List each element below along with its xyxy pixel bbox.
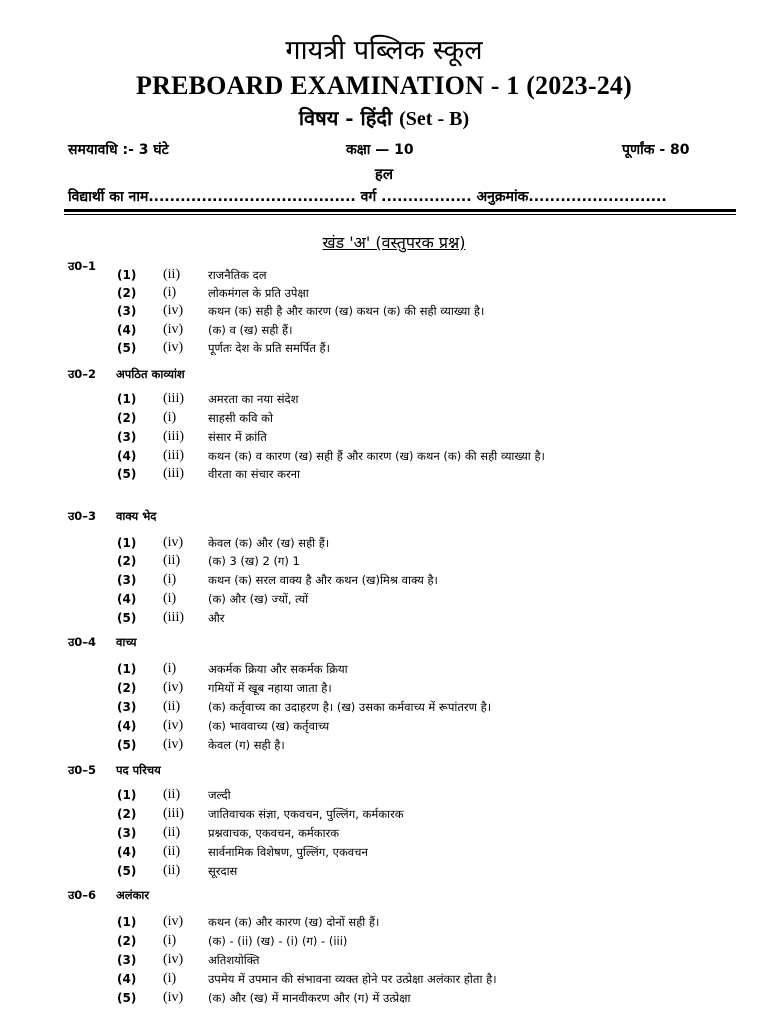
- answer-text: संसार में क्रांति: [208, 430, 267, 444]
- answer-option: (ii): [163, 787, 181, 802]
- answer-item-number: (1): [117, 268, 137, 282]
- answer-text: सार्वनामिक विशेषण, पुल्लिंग, एकवचन: [208, 845, 368, 859]
- duration: समयावधि :- 3 घंटे: [68, 142, 169, 158]
- answer-text: (क) व (ख) सही हैं।: [208, 323, 293, 337]
- answer-text: (क) कर्तृवाच्य का उदाहरण है। (ख) उसका कर्मवाच्य में रूपांतरण है।: [208, 700, 492, 714]
- answer-item-number: (2): [117, 934, 137, 948]
- question-number: उ0–4: [68, 635, 97, 649]
- answer-text: कथन (क) और कारण (ख) दोनों सही हैं।: [208, 915, 380, 929]
- answer-text: केवल (ग) सही है।: [208, 738, 285, 752]
- answer-option: (ii): [163, 267, 181, 282]
- answer-item-number: (2): [117, 286, 137, 300]
- answer-text: (क) 3 (ख) 2 (ग) 1: [208, 554, 300, 568]
- subject-line: [0, 104, 768, 133]
- answer-text: गमियों में खूब नहाया जाता है।: [208, 681, 332, 695]
- answer-text: राजनैतिक दल: [208, 268, 267, 282]
- answer-text: सूरदास: [208, 864, 238, 878]
- solution-heading: हल: [374, 165, 394, 183]
- answer-option: (i): [163, 933, 177, 948]
- answer-text: जल्दी: [208, 788, 231, 802]
- answer-option: (iii): [163, 391, 184, 406]
- answer-item-number: (2): [117, 411, 137, 425]
- answer-option: (ii): [163, 844, 181, 859]
- answer-item-number: (1): [117, 536, 137, 550]
- question-title: अलंकार: [116, 888, 150, 902]
- answer-item-number: (3): [117, 826, 137, 840]
- answer-text: और: [208, 611, 225, 625]
- question-heading: [68, 366, 185, 382]
- answer-text: अतिशयोक्ति: [208, 953, 260, 967]
- answer-item-number: (3): [117, 430, 137, 444]
- answer-option: (iii): [163, 429, 184, 444]
- answer-option: (iv): [163, 737, 184, 752]
- answer-item-number: (4): [117, 972, 137, 986]
- answer-option: (ii): [163, 699, 181, 714]
- question-title: पद परिचय: [116, 763, 161, 777]
- question-title: अपठित काव्यांश: [116, 367, 185, 381]
- answer-option: (i): [163, 572, 177, 587]
- set-label: (Set - B): [399, 108, 470, 130]
- question-title: वाच्य: [116, 635, 137, 649]
- answer-item-number: (3): [117, 304, 137, 318]
- answer-text: केवल (क) और (ख) सही हैं।: [208, 536, 330, 550]
- question-heading: [68, 634, 137, 650]
- answer-option: (iv): [163, 322, 184, 337]
- answer-option: (ii): [163, 553, 181, 568]
- answer-item-number: (1): [117, 392, 137, 406]
- answer-option: (iv): [163, 680, 184, 695]
- answer-option: (iv): [163, 303, 184, 318]
- answer-item-number: (5): [117, 991, 137, 1005]
- answer-text: (क) और (ख) में मानवीकरण और (ग) में उत्प्रेक्षा: [208, 991, 411, 1005]
- exam-title: PREBOARD EXAMINATION - 1 (2023-24): [136, 71, 632, 100]
- answer-option: (iii): [163, 610, 184, 625]
- answer-text: कथन (क) सही है और कारण (ख) कथन (क) की सही व्याख्या है।: [208, 304, 485, 318]
- answer-item-number: (5): [117, 467, 137, 481]
- question-number: उ0–6: [68, 888, 97, 902]
- answer-item-number: (4): [117, 449, 137, 463]
- answer-item-number: (3): [117, 700, 137, 714]
- answer-text: वीरता का संचार करना: [208, 467, 301, 481]
- answer-item-number: (5): [117, 611, 137, 625]
- answer-option: (i): [163, 971, 177, 986]
- answer-text: लोकमंगल के प्रति उपेक्षा: [208, 286, 309, 300]
- answer-item-number: (3): [117, 953, 137, 967]
- question-heading: [68, 762, 161, 778]
- answer-item-number: (4): [117, 592, 137, 606]
- answer-item-number: (1): [117, 788, 137, 802]
- question-heading: [68, 258, 116, 274]
- answer-item-number: (4): [117, 719, 137, 733]
- answer-item-number: (5): [117, 864, 137, 878]
- answer-option: (i): [163, 410, 177, 425]
- answer-text: उपमेय में उपमान की संभावना व्यक्त होने पर उत्प्रेक्षा अलंकार होता है।: [208, 972, 497, 986]
- answer-text: अमरता का नया संदेश: [208, 392, 299, 406]
- question-number: उ0–2: [68, 367, 97, 381]
- answer-text: (क) - (ii) (ख) - (i) (ग) - (iii): [208, 934, 348, 948]
- answer-option: (iv): [163, 914, 184, 929]
- answer-option: (ii): [163, 825, 181, 840]
- question-heading: [68, 887, 149, 903]
- answer-text: पूर्णतः देश के प्रति समर्पित हैं।: [208, 341, 331, 355]
- max-marks: पूर्णांक - 80: [622, 142, 690, 158]
- answer-option: (iv): [163, 340, 184, 355]
- answer-item-number: (5): [117, 738, 137, 752]
- answer-item-number: (5): [117, 341, 137, 355]
- question-number: उ0–5: [68, 763, 97, 777]
- answer-option: (i): [163, 285, 177, 300]
- answer-item-number: (3): [117, 573, 137, 587]
- question-number: उ0–1: [68, 259, 97, 273]
- answer-item-number: (2): [117, 554, 137, 568]
- answer-item-number: (1): [117, 915, 137, 929]
- answer-text: जातिवाचक संज्ञा, एकवचन, पुल्लिंग, कर्मकारक: [208, 807, 404, 821]
- answer-option: (iii): [163, 448, 184, 463]
- answer-option: (iv): [163, 990, 184, 1005]
- answer-item-number: (2): [117, 807, 137, 821]
- section-title-text: खंड 'अ' (वस्तुपरक प्रश्न): [322, 233, 466, 252]
- answer-option: (iii): [163, 466, 184, 481]
- subject-label: विषय - हिंदी: [298, 106, 393, 130]
- answer-item-number: (1): [117, 662, 137, 676]
- answer-option: (iv): [163, 952, 184, 967]
- question-number: उ0–3: [68, 509, 97, 523]
- answer-text: अकर्मक क्रिया और सकर्मक क्रिया: [208, 662, 348, 676]
- answer-text: प्रश्नवाचक, एकवचन, कर्मकारक: [208, 826, 340, 840]
- double-rule-bottom: [64, 214, 736, 215]
- answer-option: (ii): [163, 863, 181, 878]
- section-title: [0, 232, 768, 254]
- answer-option: (iv): [163, 718, 184, 733]
- answer-option: (iv): [163, 535, 184, 550]
- answer-option: (iii): [163, 806, 184, 821]
- answer-option: (i): [163, 661, 177, 676]
- answer-item-number: (4): [117, 845, 137, 859]
- answer-text: (क) भाववाच्य (ख) कर्तृवाच्य: [208, 719, 330, 733]
- student-name-line: विद्यार्थी का नाम....................................... वर्ग ................. अनुक्रमांक..........................: [68, 189, 667, 205]
- question-title: वाक्य भेद: [116, 509, 157, 523]
- answer-text: कथन (क) व कारण (ख) सही हैं और कारण (ख) कथन (क) की सही व्याख्या है।: [208, 449, 545, 463]
- answer-option: (i): [163, 591, 177, 606]
- school-name: गायत्री पब्लिक स्कूल: [285, 35, 483, 66]
- answer-item-number: (2): [117, 681, 137, 695]
- question-heading: [68, 508, 156, 524]
- answer-text: (क) और (ख) ज्यों, त्यों: [208, 592, 309, 606]
- answer-text: साहसी कवि को: [208, 411, 273, 425]
- answer-text: कथन (क) सरल वाक्य है और कथन (ख)मिश्र वाक्य है।: [208, 573, 438, 587]
- answer-item-number: (4): [117, 323, 137, 337]
- double-rule-top: [64, 209, 736, 212]
- class-label: कक्षा — 10: [346, 142, 414, 158]
